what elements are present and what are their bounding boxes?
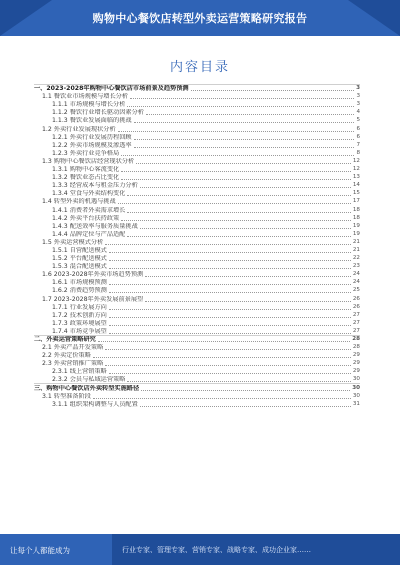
toc-entry-title: 1.1.3 餐饮业发展面临的挑战 <box>52 117 132 125</box>
toc-entry-title: 1.2.3 外卖行业竞争格局 <box>52 149 120 157</box>
toc-leader-dots <box>121 155 354 156</box>
toc-entry-page: 28 <box>352 344 360 351</box>
footer-tagline: 行业专家、管理专家、营销专家、战略专家、成功企业家…… <box>122 546 311 554</box>
toc-entry[interactable] <box>34 303 360 311</box>
toc-entry-page: 23 <box>352 263 360 270</box>
toc-entry-title: 1.2 外卖行业发展现状分析 <box>42 125 116 133</box>
toc-entry[interactable] <box>34 392 360 400</box>
toc-entry-title: 1.5.3 混合配送模式 <box>52 263 107 271</box>
toc-leader-dots <box>118 131 355 132</box>
table-of-contents <box>34 84 360 408</box>
toc-leader-dots <box>191 90 355 91</box>
toc-leader-dots <box>93 398 351 399</box>
toc-entry[interactable] <box>34 319 360 327</box>
toc-entry[interactable] <box>34 278 360 286</box>
toc-entry[interactable] <box>34 359 360 367</box>
toc-entry-title: 2.1 外卖产品开发策略 <box>42 344 104 352</box>
toc-entry-title: 1.5.2 平台配送模式 <box>52 255 107 263</box>
toc-entry-page: 19 <box>352 222 360 229</box>
toc-entry-title: 1.4 转型外卖的机遇与挑战 <box>42 198 116 206</box>
toc-entry-title: 1.3.3 经营成本与租金压力分析 <box>52 182 138 190</box>
toc-leader-dots <box>109 325 351 326</box>
toc-entry-title: 1.7.1 行业发展方向 <box>52 303 107 311</box>
toc-entry-page: 27 <box>352 319 360 326</box>
toc-entry-title: 二、外卖运营策略研究 <box>34 336 96 343</box>
toc-entry[interactable] <box>34 124 360 132</box>
toc-leader-dots <box>140 228 351 229</box>
toc-entry-page: 30 <box>352 376 360 383</box>
toc-leader-dots <box>127 195 350 196</box>
toc-entry-title: 3.1.1 组织架构调整与人员配置 <box>52 400 138 408</box>
toc-entry-title: 1.3 购物中心餐饮店经营现状分析 <box>42 157 135 165</box>
footer-slogan: 让每个人都能成为 <box>10 546 70 555</box>
toc-entry[interactable] <box>34 230 360 238</box>
toc-entry-page: 15 <box>352 190 360 197</box>
toc-entry[interactable] <box>34 205 360 213</box>
toc-entry-page: 29 <box>352 368 360 375</box>
toc-entry-title: 1.4.2 外卖平台扶持政策 <box>52 214 120 222</box>
toc-leader-dots <box>121 220 351 221</box>
toc-entry-page: 21 <box>352 238 360 245</box>
toc-entry-page: 26 <box>352 295 360 302</box>
toc-entry[interactable] <box>34 197 360 205</box>
toc-leader-dots <box>146 114 354 115</box>
toc-leader-dots <box>109 292 351 293</box>
header-band <box>0 0 400 36</box>
toc-entry-page: 29 <box>352 352 360 359</box>
toc-entry-page: 30 <box>352 384 360 391</box>
toc-leader-dots <box>109 309 351 310</box>
toc-leader-dots <box>121 179 351 180</box>
toc-entry-title: 3.1 转型准备阶段 <box>42 392 91 400</box>
toc-entry-page: 14 <box>352 182 360 189</box>
toc-entry-title: 1.1 餐饮业市场规模与增长分析 <box>42 93 129 101</box>
toc-entry-page: 8 <box>356 149 360 156</box>
toc-entry[interactable] <box>34 100 360 108</box>
toc-entry-title: 三、购物中心餐饮店外卖转型实施路径 <box>34 384 140 392</box>
toc-entry-page: 18 <box>352 214 360 221</box>
toc-entry-page: 28 <box>352 336 360 342</box>
toc-entry-page: 24 <box>352 279 360 286</box>
toc-entry[interactable] <box>34 238 360 246</box>
toc-entry-page: 13 <box>352 174 360 181</box>
toc-leader-dots <box>127 212 350 213</box>
toc-leader-dots <box>118 203 351 204</box>
toc-leader-dots <box>127 236 350 237</box>
toc-leader-dots <box>134 139 355 140</box>
toc-entry-page: 21 <box>352 246 360 253</box>
toc-entry-page: 17 <box>352 198 360 205</box>
toc-entry-title: 2.3 外卖营销推广策略 <box>42 360 104 368</box>
toc-entry-page: 3 <box>356 93 360 100</box>
toc-entry-page: 25 <box>352 287 360 294</box>
toc-leader-dots <box>134 147 355 148</box>
toc-entry-title: 1.7.2 技术创新方向 <box>52 311 107 319</box>
toc-entry-title: 1.4.1 消费者外卖需求增长 <box>52 206 126 214</box>
toc-entry[interactable] <box>34 286 360 294</box>
toc-entry[interactable] <box>34 335 360 343</box>
toc-entry[interactable] <box>34 149 360 157</box>
toc-entry[interactable] <box>34 133 360 141</box>
toc-leader-dots <box>140 187 351 188</box>
toc-leader-dots <box>145 301 351 302</box>
toc-entry-page: 3 <box>356 101 360 108</box>
toc-leader-dots <box>109 373 351 374</box>
report-title: 购物中心餐饮店转型外卖运营策略研究报告 <box>92 12 308 25</box>
toc-entry-title: 1.7 2023-2028年外卖发展前景展望 <box>42 295 144 303</box>
toc-entry[interactable] <box>34 400 360 408</box>
toc-entry-title: 2.3.2 会员与私域运营策略 <box>52 376 126 384</box>
toc-entry-page: 18 <box>352 206 360 213</box>
toc-entry[interactable] <box>34 375 360 383</box>
toc-entry[interactable] <box>34 141 360 149</box>
toc-entry[interactable] <box>34 108 360 116</box>
toc-entry[interactable] <box>34 343 360 351</box>
toc-leader-dots <box>98 341 350 342</box>
toc-entry-title: 1.2.1 外卖行业发展历程回顾 <box>52 133 132 141</box>
toc-entry-page: 3 <box>356 85 360 92</box>
toc-leader-dots <box>141 390 350 391</box>
toc-entry-page: 6 <box>356 125 360 132</box>
toc-entry[interactable] <box>34 214 360 222</box>
toc-entry[interactable] <box>34 270 360 278</box>
toc-leader-dots <box>105 244 351 245</box>
toc-leader-dots <box>127 106 354 107</box>
toc-leader-dots <box>109 260 351 261</box>
toc-leader-dots <box>105 349 351 350</box>
toc-entry-title: 1.3.1 购物中心客流变化 <box>52 166 120 174</box>
toc-entry[interactable] <box>34 311 360 319</box>
toc-entry-title: 1.7.3 政策环境展望 <box>52 319 107 327</box>
toc-entry[interactable] <box>34 367 360 375</box>
toc-entry-page: 5 <box>356 117 360 124</box>
toc-entry-page: 29 <box>352 360 360 367</box>
toc-leader-dots <box>127 381 350 382</box>
toc-entry-title: 1.6 2023-2028年外卖市场趋势预测 <box>42 271 144 279</box>
toc-entry[interactable] <box>34 92 360 100</box>
toc-entry[interactable] <box>34 157 360 165</box>
toc-entry-page: 4 <box>356 109 360 116</box>
toc-entry[interactable] <box>34 189 360 197</box>
toc-entry-page: 7 <box>356 141 360 148</box>
toc-entry-page: 26 <box>352 303 360 310</box>
toc-leader-dots <box>145 276 351 277</box>
toc-entry-page: 27 <box>352 311 360 318</box>
toc-leader-dots <box>105 365 351 366</box>
toc-leader-dots <box>136 163 351 164</box>
toc-entry-page: 12 <box>352 157 360 164</box>
toc-entry-title: 1.7.4 市场竞争展望 <box>52 327 107 335</box>
toc-entry-page: 19 <box>352 230 360 237</box>
toc-heading: 内容目录 <box>169 60 230 75</box>
toc-entry[interactable] <box>34 246 360 254</box>
toc-entry-title: 1.4.4 品牌定位与产品适配 <box>52 230 126 238</box>
toc-leader-dots <box>109 284 351 285</box>
toc-entry[interactable] <box>34 294 360 302</box>
toc-leader-dots <box>130 98 354 99</box>
toc-entry-title: 1.6.1 市场规模预测 <box>52 279 107 287</box>
toc-entry-page: 24 <box>352 271 360 278</box>
toc-entry-title: 2.2 外卖定价策略 <box>42 352 91 360</box>
toc-entry[interactable] <box>34 383 360 391</box>
toc-entry-page: 27 <box>352 327 360 334</box>
toc-entry-title: 2.3.1 线上营销策略 <box>52 368 107 376</box>
toc-entry-title: 一、2023-2028年购物中心餐饮店市场前景及趋势预测 <box>34 85 189 93</box>
toc-entry-page: 6 <box>356 133 360 140</box>
toc-entry-title: 1.5.1 自营配送模式 <box>52 246 107 254</box>
toc-leader-dots <box>109 333 351 334</box>
toc-entry[interactable] <box>34 327 360 335</box>
toc-entry-page: 30 <box>352 392 360 399</box>
toc-entry-title: 1.1.1 市场规模与增长分析 <box>52 101 126 109</box>
toc-entry[interactable] <box>34 254 360 262</box>
toc-entry-title: 1.4.3 配送效率与服务质量挑战 <box>52 222 138 230</box>
toc-entry[interactable] <box>34 84 360 92</box>
toc-leader-dots <box>121 171 351 172</box>
toc-leader-dots <box>109 317 351 318</box>
toc-leader-dots <box>109 252 351 253</box>
toc-entry-title: 1.1.2 餐饮行业增长驱动因素分析 <box>52 109 144 117</box>
toc-entry-title: 1.2.2 外卖市场规模及渗透率 <box>52 141 132 149</box>
toc-entry[interactable] <box>34 165 360 173</box>
toc-entry-page: 12 <box>352 166 360 173</box>
toc-entry[interactable] <box>34 222 360 230</box>
toc-entry[interactable] <box>34 262 360 270</box>
toc-entry-title: 1.5 外卖运营模式分析 <box>42 238 104 246</box>
toc-leader-dots <box>93 357 351 358</box>
toc-entry-page: 31 <box>352 400 360 407</box>
toc-entry[interactable] <box>34 351 360 359</box>
toc-entry-title: 1.3.2 餐饮业态占比变化 <box>52 174 120 182</box>
toc-entry-title: 1.3.4 堂食与外卖结构变化 <box>52 190 126 198</box>
toc-leader-dots <box>134 122 355 123</box>
footer-band <box>0 534 400 565</box>
toc-leader-dots <box>109 268 351 269</box>
toc-entry-page: 22 <box>352 255 360 262</box>
toc-entry[interactable] <box>34 116 360 124</box>
toc-leader-dots <box>140 406 351 407</box>
toc-entry-title: 1.6.2 消费趋势预测 <box>52 287 107 295</box>
toc-entry[interactable] <box>34 181 360 189</box>
toc-entry[interactable] <box>34 173 360 181</box>
